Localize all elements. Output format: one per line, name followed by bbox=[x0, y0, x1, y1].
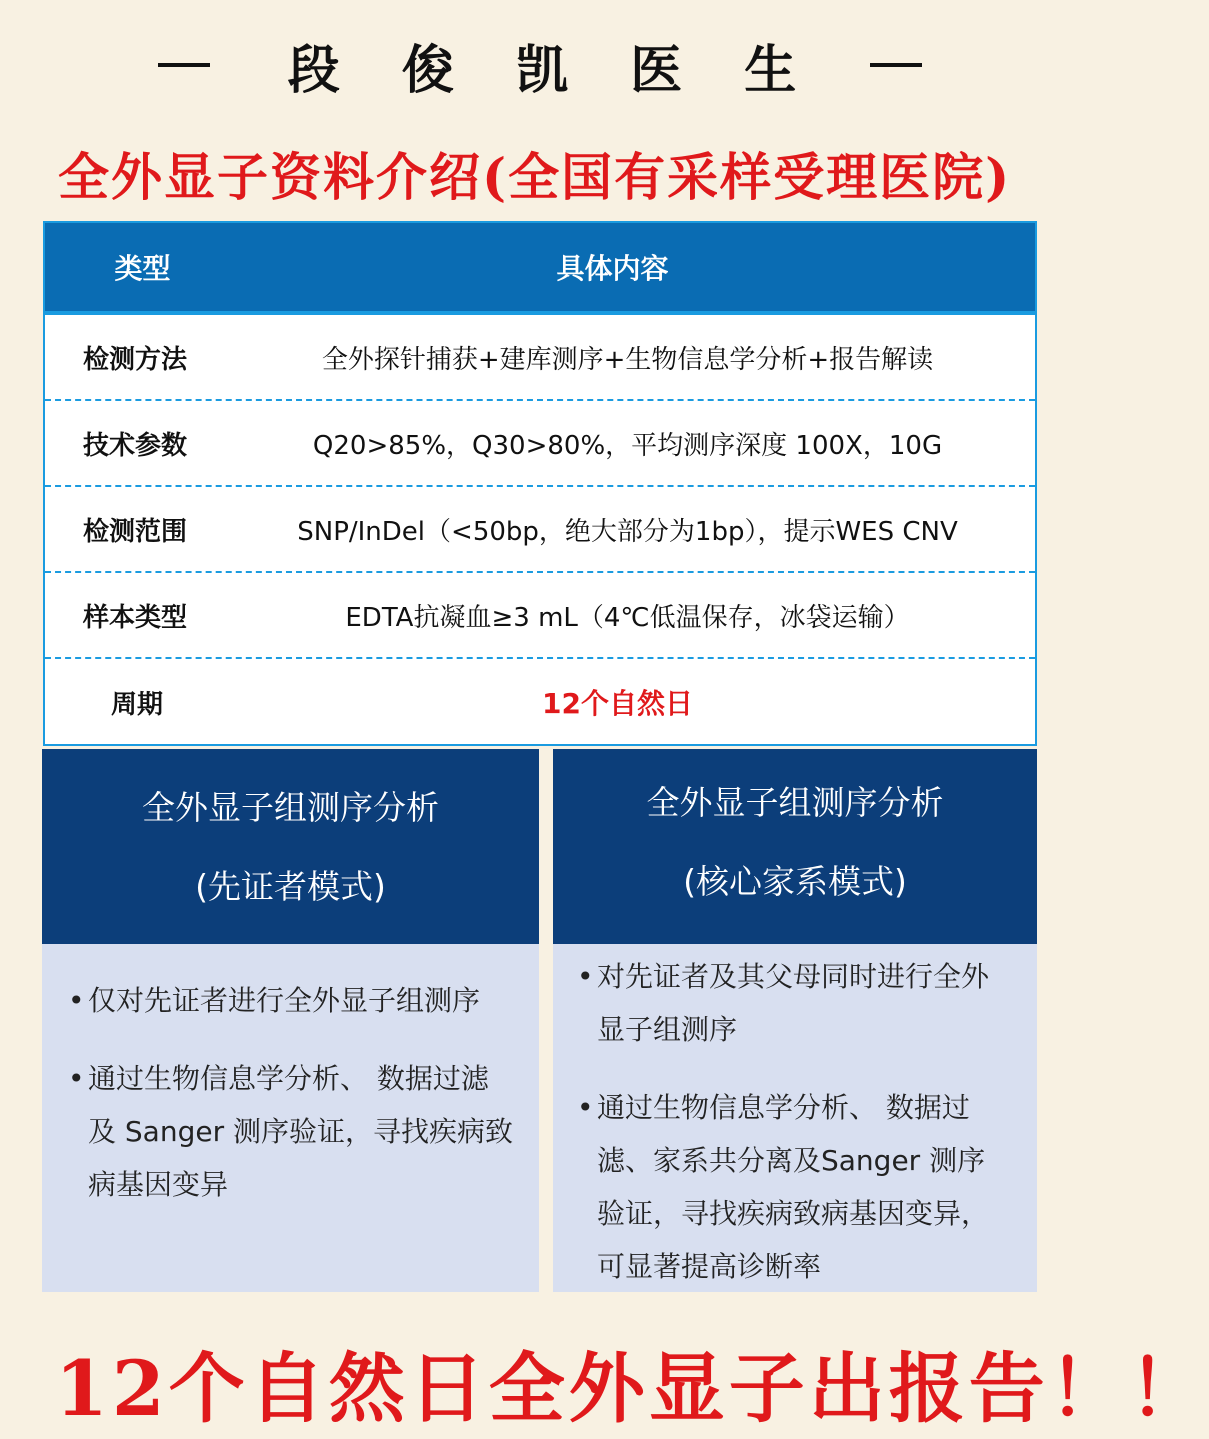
bullet-item bbox=[577, 1081, 1013, 1293]
row-value: EDTA抗凝血≥3 mL（4℃低温保存，冰袋运输） bbox=[345, 602, 910, 633]
proband-mode-card bbox=[42, 749, 539, 1292]
table-row bbox=[45, 487, 1035, 573]
row-value: Q20>85%，Q30>80%，平均测序深度 100X，10G bbox=[312, 430, 943, 461]
table-header bbox=[45, 223, 1035, 315]
card-subtitle: (先证者模式) bbox=[195, 866, 386, 906]
row-value: 全外探针捕获+建库测序+生物信息学分析+报告解读 bbox=[321, 344, 934, 375]
card-subtitle: (核心家系模式) bbox=[683, 861, 907, 901]
doctor-name: 段 俊 凯 医 生 bbox=[287, 39, 819, 101]
header-type: 类型 bbox=[114, 252, 171, 285]
row-key: 技术参数 bbox=[83, 430, 188, 461]
bullet-dot-icon: • bbox=[577, 1091, 594, 1124]
row-key: 检测范围 bbox=[83, 516, 188, 547]
bullet-text: 通过生物信息学分析、 数据过滤及 Sanger 测序验证，寻找疾病致病基因变异 bbox=[88, 1062, 513, 1201]
bullet-dot-icon: • bbox=[68, 1062, 85, 1095]
bullet-item bbox=[68, 1052, 515, 1211]
doctor-header bbox=[0, 22, 1080, 108]
footer-slogan: 12个自然日全外显子出报告！！ bbox=[55, 1344, 1209, 1433]
card-header bbox=[42, 749, 539, 944]
card-body bbox=[42, 944, 539, 1211]
table-row bbox=[45, 315, 1035, 401]
row-value-highlight: 12个自然日 bbox=[542, 687, 693, 720]
row-key: 周期 bbox=[111, 689, 164, 720]
table-row bbox=[45, 659, 1035, 745]
card-header bbox=[553, 749, 1037, 944]
bullet-dot-icon: • bbox=[577, 960, 594, 993]
page-title: 全外显子资料介绍(全国有采样受理医院) bbox=[58, 148, 1012, 208]
info-table bbox=[43, 221, 1037, 746]
right-dash bbox=[870, 63, 922, 67]
bullet-item bbox=[577, 950, 1013, 1056]
bullet-text: 通过生物信息学分析、 数据过滤、家系共分离及Sanger 测序验证，寻找疾病致病基因变异，可显著提高诊断率 bbox=[597, 1091, 990, 1283]
left-dash bbox=[158, 63, 210, 67]
card-body bbox=[553, 944, 1037, 1293]
bullet-item bbox=[68, 974, 515, 1027]
row-value: SNP/InDel（<50bp，绝大部分为1bp），提示WES CNV bbox=[297, 516, 958, 547]
bullet-text: 仅对先证者进行全外显子组测序 bbox=[88, 984, 481, 1017]
header-content: 具体内容 bbox=[556, 252, 669, 285]
table-row bbox=[45, 573, 1035, 659]
row-key: 样本类型 bbox=[83, 602, 188, 633]
trio-mode-card bbox=[553, 749, 1037, 1292]
bullet-dot-icon: • bbox=[68, 984, 85, 1017]
row-key: 检测方法 bbox=[83, 344, 188, 375]
table-row bbox=[45, 401, 1035, 487]
card-title: 全外显子组测序分析 bbox=[646, 782, 944, 822]
card-title: 全外显子组测序分析 bbox=[142, 787, 439, 827]
bullet-text: 对先证者及其父母同时进行全外显子组测序 bbox=[597, 960, 990, 1046]
